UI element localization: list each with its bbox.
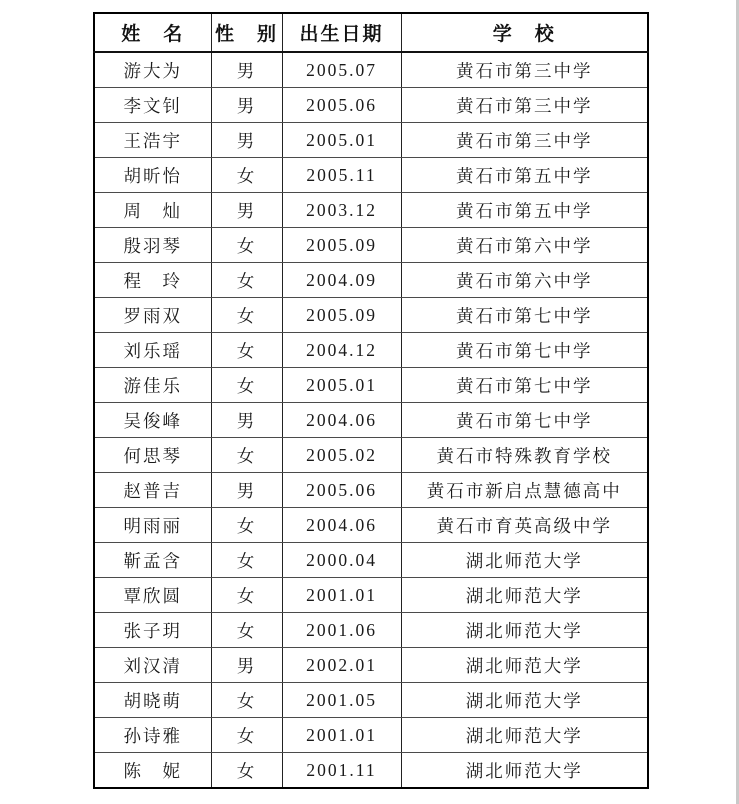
cell-name: 何思琴 bbox=[94, 438, 211, 473]
cell-birth: 2001.06 bbox=[282, 613, 401, 648]
cell-name: 王浩宇 bbox=[94, 123, 211, 158]
table-row bbox=[94, 683, 648, 718]
cell-school: 黄石市第三中学 bbox=[401, 52, 648, 88]
table-row bbox=[94, 193, 648, 228]
cell-name: 张子玥 bbox=[94, 613, 211, 648]
table-row bbox=[94, 613, 648, 648]
cell-gender: 男 bbox=[211, 88, 282, 123]
cell-school: 黄石市第三中学 bbox=[401, 123, 648, 158]
cell-school: 黄石市新启点慧德高中 bbox=[401, 473, 648, 508]
cell-gender: 女 bbox=[211, 333, 282, 368]
table-row bbox=[94, 228, 648, 263]
table-row bbox=[94, 578, 648, 613]
cell-school: 黄石市第六中学 bbox=[401, 263, 648, 298]
table-row bbox=[94, 333, 648, 368]
cell-school: 湖北师范大学 bbox=[401, 648, 648, 683]
col-header-name: 姓 名 bbox=[94, 13, 211, 52]
col-header-birthdate: 出生日期 bbox=[282, 13, 401, 52]
cell-name: 殷羽琴 bbox=[94, 228, 211, 263]
cell-birth: 2005.02 bbox=[282, 438, 401, 473]
cell-name: 胡晓萌 bbox=[94, 683, 211, 718]
cell-name: 刘汉清 bbox=[94, 648, 211, 683]
cell-birth: 2001.11 bbox=[282, 753, 401, 789]
col-header-gender: 性 别 bbox=[211, 13, 282, 52]
cell-name: 吴俊峰 bbox=[94, 403, 211, 438]
table-row bbox=[94, 368, 648, 403]
cell-school: 黄石市第五中学 bbox=[401, 158, 648, 193]
cell-birth: 2005.11 bbox=[282, 158, 401, 193]
cell-school: 黄石市特殊教育学校 bbox=[401, 438, 648, 473]
cell-birth: 2005.06 bbox=[282, 88, 401, 123]
cell-school: 湖北师范大学 bbox=[401, 578, 648, 613]
cell-gender: 男 bbox=[211, 193, 282, 228]
cell-school: 湖北师范大学 bbox=[401, 753, 648, 789]
table-row bbox=[94, 543, 648, 578]
cell-gender: 女 bbox=[211, 298, 282, 333]
cell-gender: 女 bbox=[211, 753, 282, 789]
cell-school: 湖北师范大学 bbox=[401, 613, 648, 648]
cell-birth: 2005.01 bbox=[282, 368, 401, 403]
cell-birth: 2004.06 bbox=[282, 508, 401, 543]
cell-name: 胡昕怡 bbox=[94, 158, 211, 193]
table-body bbox=[94, 52, 648, 788]
table-row bbox=[94, 473, 648, 508]
cell-name: 罗雨双 bbox=[94, 298, 211, 333]
table-row bbox=[94, 298, 648, 333]
table-row bbox=[94, 438, 648, 473]
cell-school: 黄石市第七中学 bbox=[401, 403, 648, 438]
cell-school: 黄石市第五中学 bbox=[401, 193, 648, 228]
cell-birth: 2004.12 bbox=[282, 333, 401, 368]
cell-gender: 女 bbox=[211, 438, 282, 473]
cell-gender: 女 bbox=[211, 158, 282, 193]
cell-gender: 女 bbox=[211, 368, 282, 403]
cell-name: 陈 妮 bbox=[94, 753, 211, 789]
cell-school: 黄石市育英高级中学 bbox=[401, 508, 648, 543]
table-row bbox=[94, 123, 648, 158]
col-header-school: 学 校 bbox=[401, 13, 648, 52]
table-row bbox=[94, 753, 648, 789]
cell-birth: 2004.06 bbox=[282, 403, 401, 438]
cell-gender: 男 bbox=[211, 648, 282, 683]
cell-birth: 2002.01 bbox=[282, 648, 401, 683]
cell-gender: 男 bbox=[211, 123, 282, 158]
cell-name: 程 玲 bbox=[94, 263, 211, 298]
cell-gender: 女 bbox=[211, 718, 282, 753]
cell-gender: 女 bbox=[211, 543, 282, 578]
cell-gender: 女 bbox=[211, 228, 282, 263]
cell-school: 黄石市第六中学 bbox=[401, 228, 648, 263]
table-row bbox=[94, 718, 648, 753]
cell-gender: 女 bbox=[211, 508, 282, 543]
cell-gender: 男 bbox=[211, 473, 282, 508]
cell-name: 李文钊 bbox=[94, 88, 211, 123]
cell-birth: 2005.06 bbox=[282, 473, 401, 508]
cell-name: 赵普吉 bbox=[94, 473, 211, 508]
cell-school: 黄石市第七中学 bbox=[401, 333, 648, 368]
cell-birth: 2001.05 bbox=[282, 683, 401, 718]
cell-school: 黄石市第三中学 bbox=[401, 88, 648, 123]
cell-name: 游佳乐 bbox=[94, 368, 211, 403]
table-row bbox=[94, 508, 648, 543]
cell-birth: 2005.09 bbox=[282, 298, 401, 333]
cell-birth: 2003.12 bbox=[282, 193, 401, 228]
cell-gender: 女 bbox=[211, 613, 282, 648]
cell-school: 湖北师范大学 bbox=[401, 683, 648, 718]
cell-gender: 女 bbox=[211, 578, 282, 613]
cell-birth: 2001.01 bbox=[282, 578, 401, 613]
table-row bbox=[94, 88, 648, 123]
table-row bbox=[94, 158, 648, 193]
student-roster-table bbox=[93, 12, 649, 789]
cell-school: 湖北师范大学 bbox=[401, 543, 648, 578]
cell-gender: 女 bbox=[211, 683, 282, 718]
cell-gender: 男 bbox=[211, 403, 282, 438]
cell-name: 覃欣圆 bbox=[94, 578, 211, 613]
cell-birth: 2000.04 bbox=[282, 543, 401, 578]
header-row bbox=[94, 13, 648, 52]
cell-birth: 2005.07 bbox=[282, 52, 401, 88]
cell-school: 湖北师范大学 bbox=[401, 718, 648, 753]
cell-name: 周 灿 bbox=[94, 193, 211, 228]
cell-name: 靳孟含 bbox=[94, 543, 211, 578]
cell-gender: 男 bbox=[211, 52, 282, 88]
cell-name: 孙诗雅 bbox=[94, 718, 211, 753]
cell-name: 游大为 bbox=[94, 52, 211, 88]
table-row bbox=[94, 648, 648, 683]
table-row bbox=[94, 52, 648, 88]
cell-name: 明雨丽 bbox=[94, 508, 211, 543]
table-row bbox=[94, 403, 648, 438]
cell-birth: 2005.09 bbox=[282, 228, 401, 263]
cell-birth: 2001.01 bbox=[282, 718, 401, 753]
cell-school: 黄石市第七中学 bbox=[401, 298, 648, 333]
cell-birth: 2004.09 bbox=[282, 263, 401, 298]
cell-gender: 女 bbox=[211, 263, 282, 298]
cell-school: 黄石市第七中学 bbox=[401, 368, 648, 403]
table-row bbox=[94, 263, 648, 298]
cell-birth: 2005.01 bbox=[282, 123, 401, 158]
cell-name: 刘乐瑶 bbox=[94, 333, 211, 368]
